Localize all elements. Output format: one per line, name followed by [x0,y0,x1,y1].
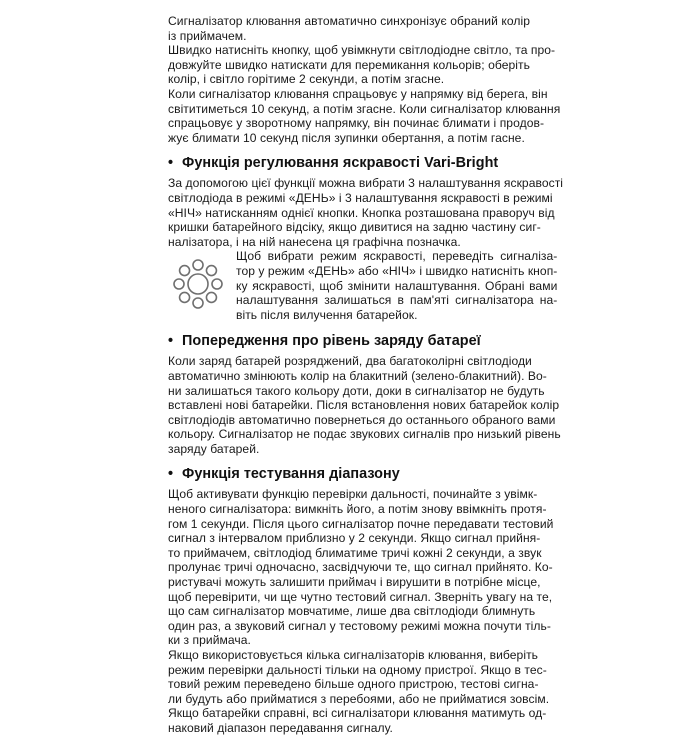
text-line: наковий діапазон передавання сигналу. [168,720,393,735]
document-page [168,14,564,736]
text-line: світитиметься 10 секунд, а потім згасне. Коли сигналізатор клювання [168,101,561,116]
text-line: кольору. Сигналізатор не подає звукових сигналів про низький рівень [168,427,561,442]
paragraph [168,176,564,249]
section-heading [168,465,530,483]
paragraph [168,648,550,736]
icon-container [168,249,232,323]
paragraph [232,249,557,322]
text-line: довжуйте швидко натискати для перемикання кольорів; оберіть [168,57,530,72]
text-line: Коли сигналізатор клювання спрацьовує у напрямку від берега, він [168,86,548,101]
text-line: Щоб активувати функцію перевірки дальності, починайте з увімк- [168,487,538,502]
text-line: Якщо батарейки справні, всі сигналізатори клювання матимуть од- [168,706,547,721]
bullet: • [168,466,174,483]
paragraph [168,86,561,145]
section-heading [168,332,530,350]
text-line: ли будуть або прийматися з перебоями, або не прийматися зовсім. [168,691,550,706]
text-line: За допомогою цієї функції можна вибрати 3 налаштування яскравості [168,176,564,191]
paragraph [168,354,561,456]
text-line: налаштування залишаться в пам'яті сигналізатора на- [236,293,558,308]
paragraph [168,487,554,648]
text-line: сигнал з інтервалом приблизно у 2 секунди. Якщо сигнал прийня- [168,531,541,546]
text-line: автоматично змінюють колір на блакитний (зелено-блакитний). Во- [168,368,547,383]
text-line: спрацьовує у зворотному напрямку, він починає блимати і продов- [168,116,545,131]
text-line: ку яскравості, щоб змінити налаштування. Обрані вами [236,278,558,293]
heading-text: Функція регулювання яскравості Vari-Bright [182,155,499,172]
text-line: налізатора, і на ній нанесена ця графічна позначка. [168,234,461,249]
text-line: гом 1 секунди. Після цього сигналізатор почне передавати тестовий [168,516,554,531]
text-line: світлодіода в режимі «ДЕНЬ» і 3 налаштування яскравості в режимі [168,190,553,205]
text-line: кришки батарейного відсіку, якщо дивитися на задню частину сиг- [168,220,541,235]
bullet: • [168,333,174,350]
text-line: тор у режим «ДЕНЬ» або «НІЧ» і швидко натисніть кноп- [236,263,558,278]
text-line: ристувачі можуть залишити приймач і вирушити в потрібне місце, [168,575,541,590]
paragraph [168,43,556,87]
text-line: один раз, а звуковий сигнал у тестовому режимі можна почути тіль- [168,618,551,633]
text-line: заряду батарей. [168,441,260,456]
text-line: що сам сигналізатор мовчатиме, лише два світлодіоди блимнуть [168,604,536,619]
paragraph [168,14,530,43]
text-line: пролунає тричі одночасно, засвідчуючи те, що сигнал прийнято. Ко- [168,560,553,575]
heading-text: Попередження про рівень заряду батареї [182,333,481,350]
text-line: режим перевірки дальності тільки на одному пристрої. Якщо в тес- [168,662,547,677]
text-line: колір, і світло горітиме 2 секунди, а потім згасне. [168,72,445,87]
text-line: із приймачем. [168,28,247,43]
text-line: Коли заряд батарей розряджений, два багатоколірні світлодіоди [168,354,532,369]
brightness-icon [168,249,232,323]
text-line: ни залишаться такого кольору доти, доки в сигналізатор не будуть [168,383,545,398]
icon-paragraph [168,249,558,323]
text-line: Якщо використовується кілька сигналізаторів клювання, виберіть [168,648,539,662]
text-line: Швидко натисніть кнопку, щоб увімкнути світлодіодне світло, та про- [168,43,556,58]
bullet: • [168,155,174,172]
text-line: вставлені нові батарейки. Після встановлення нових батарейок колір [168,398,560,413]
text-line: жує блимати 10 секунд після зупинки обертання, а потім гасне. [168,130,525,145]
text-line: Сигналізатор клювання автоматично синхронізує обраний колір [168,14,530,28]
heading-text: Функція тестування діапазону [182,466,400,483]
section-heading [168,154,530,172]
text-line: «НІЧ» натисканням однієї кнопки. Кнопка розташована праворуч від [168,205,555,220]
text-line: то приймачем, світлодіод блиматиме тричі кожні 2 секунди, а звук [168,545,542,560]
text-line: ки з приймача. [168,633,251,648]
text-line: віть після вилучення батарейок. [236,307,418,322]
text-line: щоб перевірити, чи ще чутно тестовий сигнал. Зверніть увагу на те, [168,589,553,604]
text-line: світлодіодів автоматично повернеться до останнього обраного вами [168,412,556,427]
text-line: неного сигналізатора: вимкніть його, а потім знову ввімкніть протя- [168,502,547,517]
text-line: Щоб вибрати режим яскравості, переведіть сигналіза- [236,249,558,264]
text-line: товий режим переведено більше одного пристрою, тестові сигна- [168,677,539,692]
